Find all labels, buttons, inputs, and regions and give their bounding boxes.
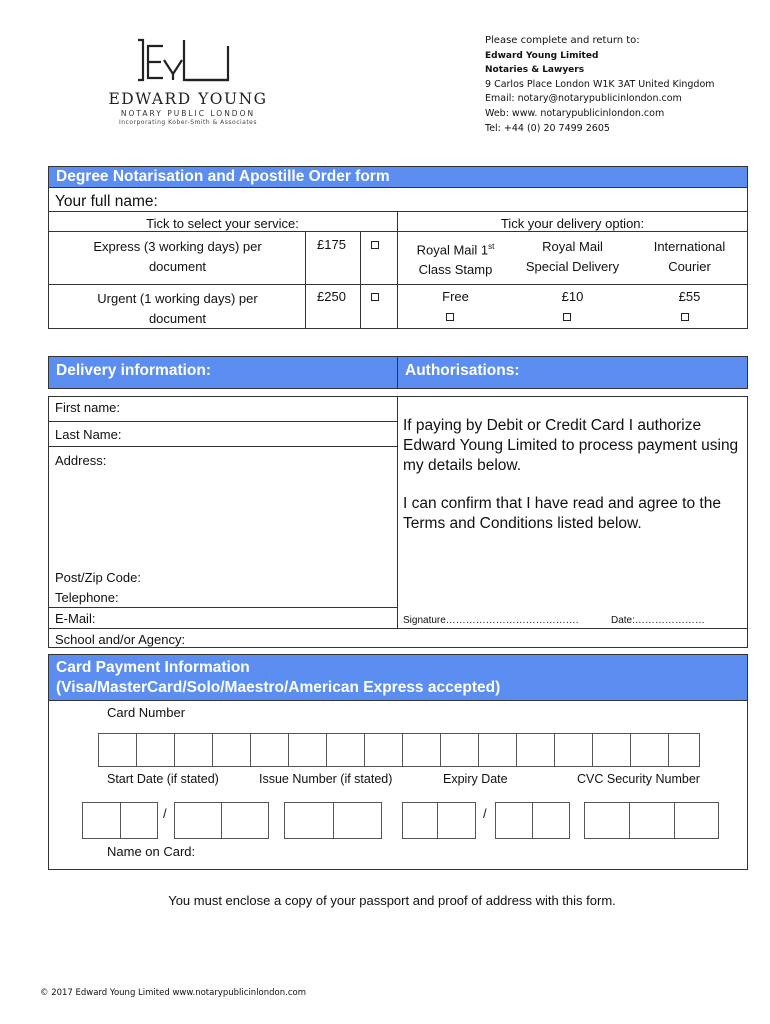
enclose-note: You must enclose a copy of your passport and proof of address with this form. [168, 893, 616, 908]
price-international: £55 [678, 289, 701, 304]
cvc-digit-box[interactable] [584, 802, 630, 839]
international-courier-label [631, 237, 748, 277]
start-date-slash: / [163, 806, 167, 821]
card-payment-title [48, 654, 748, 701]
urgent-price: £250 [317, 289, 346, 304]
card-digit-box[interactable] [630, 733, 669, 767]
telephone-label: Telephone: [55, 590, 119, 605]
issue-digit-box[interactable] [333, 802, 382, 839]
delivery-info-title [48, 356, 398, 389]
company-web: Web: www. notarypublicinlondon.com [485, 107, 665, 119]
date-field[interactable]: Date:………………… [611, 615, 705, 626]
order-form-title-text: Degree Notarisation and Apostille Order form [56, 168, 390, 185]
brand-name: EDWARD YOUNG [108, 90, 268, 108]
royal-mail-first-class-label [397, 237, 514, 280]
school-agency-label: School and/or Agency: [55, 632, 186, 647]
price-free: Free [442, 289, 469, 304]
full-name-field[interactable] [200, 190, 740, 210]
card-digit-box[interactable] [326, 733, 365, 767]
issue-number-label: Issue Number (if stated) [259, 772, 393, 786]
date-digit-box[interactable] [174, 802, 222, 839]
start-date-input[interactable] [82, 802, 269, 839]
authorisations-title-text: Authorisations: [405, 362, 520, 379]
copyright: © 2017 Edward Young Limited www.notarypublicinlondon.com [40, 988, 306, 998]
royal-special-line1: Royal Mail [542, 239, 603, 254]
address-label: Address: [55, 453, 107, 468]
royal-mail-1-sup: st [488, 242, 495, 251]
delivery-option-header: Tick your delivery option: [500, 216, 645, 231]
cvc-input[interactable] [584, 802, 719, 839]
expiry-digit-box[interactable] [495, 802, 533, 839]
royal-mail-1-text: Royal Mail 1 [416, 242, 489, 258]
card-digit-box[interactable] [174, 733, 213, 767]
return-note: Please complete and return to: [485, 35, 640, 46]
order-form-title [48, 166, 748, 188]
expiry-date-label: Expiry Date [443, 772, 508, 786]
authorisations-title [397, 356, 748, 389]
price-special: £10 [561, 289, 584, 304]
brand-subtitle: NOTARY PUBLIC LONDON [120, 109, 256, 118]
service-header: Tick to select your service: [146, 216, 299, 231]
company-email: Email: notary@notarypublicinlondon.com [485, 93, 682, 105]
express-line2: document [148, 259, 207, 274]
logo [68, 36, 308, 131]
card-digit-box[interactable] [364, 733, 403, 767]
delivery-info-title-text: Delivery information: [56, 362, 212, 379]
card-digit-box[interactable] [98, 733, 137, 767]
card-digit-box[interactable] [440, 733, 479, 767]
name-on-card-field[interactable] [210, 842, 740, 862]
postcode-label: Post/Zip Code: [55, 570, 141, 585]
card-digit-box[interactable] [212, 733, 251, 767]
international-checkbox[interactable] [681, 313, 689, 321]
royal-mail-1-sub: Class Stamp [418, 262, 493, 278]
name-on-card-label: Name on Card: [107, 844, 196, 859]
expiry-digit-box[interactable] [402, 802, 438, 839]
email-label: E-Mail: [55, 611, 96, 626]
telephone-field[interactable] [130, 588, 392, 606]
royal-mail-special-label [514, 237, 631, 277]
card-digit-box[interactable] [554, 733, 593, 767]
express-service-label [55, 237, 300, 277]
card-number-input[interactable] [98, 733, 700, 767]
auth-debit-credit-text: If paying by Debit or Credit Card I authorize Edward Young Limited to process payment using my details below. [403, 417, 739, 474]
ey-monogram-icon [68, 36, 308, 91]
special-delivery-checkbox[interactable] [563, 313, 571, 321]
card-payment-title-line1: Card Payment Information [56, 659, 250, 676]
urgent-service-label [55, 289, 300, 329]
cvc-label: CVC Security Number [577, 772, 700, 786]
auth-terms-text: I can confirm that I have read and agree to the Terms and Conditions listed below. [403, 495, 721, 532]
issue-number-input[interactable] [284, 802, 382, 839]
card-digit-box[interactable] [136, 733, 175, 767]
date-digit-box[interactable] [82, 802, 121, 839]
expiry-date-slash: / [483, 806, 487, 821]
cvc-digit-box[interactable] [674, 802, 719, 839]
full-name-label: Your full name: [55, 193, 158, 210]
card-digit-box[interactable] [516, 733, 555, 767]
card-number-label: Card Number [107, 705, 186, 720]
express-checkbox[interactable] [371, 241, 379, 249]
last-name-label: Last Name: [55, 427, 122, 442]
card-digit-box[interactable] [478, 733, 517, 767]
address-field[interactable] [115, 449, 392, 564]
card-digit-box[interactable] [402, 733, 441, 767]
first-name-label: First name: [55, 400, 121, 415]
express-line1: Express (3 working days) per [93, 239, 262, 254]
card-digit-box[interactable] [668, 733, 700, 767]
urgent-line1: Urgent (1 working days) per [97, 291, 258, 306]
company-address: 9 Carlos Place London W1K 3AT United Kingdom [485, 78, 715, 90]
card-digit-box[interactable] [288, 733, 327, 767]
postcode-field[interactable] [150, 567, 392, 585]
card-digit-box[interactable] [592, 733, 631, 767]
royal-special-line2: Special Delivery [525, 259, 620, 274]
first-name-field[interactable] [130, 398, 392, 419]
email-field[interactable] [110, 609, 392, 627]
contact-block [485, 34, 765, 136]
card-digit-box[interactable] [250, 733, 289, 767]
issue-digit-box[interactable] [284, 802, 334, 839]
express-price: £175 [317, 237, 346, 252]
brand-tagline: Incorporating Kober-Smith & Associates [118, 119, 258, 126]
school-agency-field[interactable] [200, 630, 740, 647]
urgent-checkbox[interactable] [371, 293, 379, 301]
company-dept: Notaries & Lawyers [485, 65, 585, 76]
expiry-digit-box[interactable] [532, 802, 570, 839]
company-name: Edward Young Limited [485, 50, 599, 61]
date-digit-box[interactable] [120, 802, 158, 839]
intl-line1: International [653, 239, 726, 254]
intl-line2: Courier [668, 259, 711, 274]
first-class-checkbox[interactable] [446, 313, 454, 321]
company-tel: Tel: +44 (0) 20 7499 2605 [485, 122, 610, 134]
urgent-line2: document [148, 311, 207, 326]
signature-field[interactable]: Signature…………………………………. [403, 615, 579, 626]
card-payment-title-line2: (Visa/MasterCard/Solo/Maestro/American Express accepted) [56, 679, 501, 696]
last-name-field[interactable] [130, 423, 392, 444]
expiry-digit-box[interactable] [437, 802, 476, 839]
start-date-label: Start Date (if stated) [107, 772, 219, 786]
cvc-digit-box[interactable] [629, 802, 675, 839]
date-digit-box[interactable] [221, 802, 269, 839]
